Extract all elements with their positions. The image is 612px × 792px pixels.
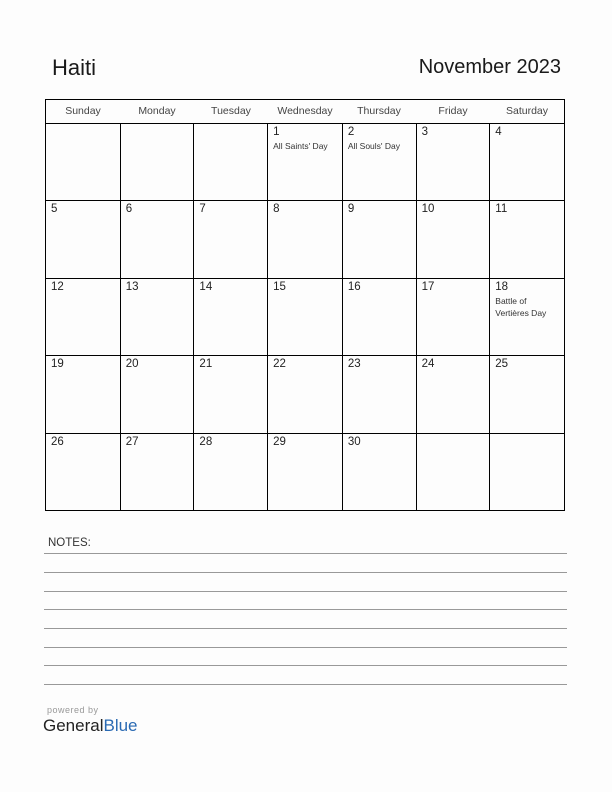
day-number: 8 xyxy=(273,203,280,216)
notes-line xyxy=(44,665,567,666)
day-cell xyxy=(194,356,268,433)
day-number: 18 xyxy=(495,280,509,293)
notes-line xyxy=(44,628,567,629)
day-grid xyxy=(46,124,564,511)
day-number: 28 xyxy=(199,435,213,448)
day-cell xyxy=(343,201,417,278)
day-number: 6 xyxy=(125,203,133,216)
generalblue-logo xyxy=(43,716,138,736)
day-cell xyxy=(121,356,195,433)
calendar-grid xyxy=(45,99,565,511)
day-number: 11 xyxy=(495,203,508,216)
day-number: 24 xyxy=(421,358,435,371)
notes-line xyxy=(44,647,567,648)
day-cell xyxy=(490,356,564,433)
day-cell xyxy=(194,279,268,356)
brand-blue: Blue xyxy=(103,716,138,735)
day-number: 7 xyxy=(199,203,206,216)
notes-line xyxy=(44,553,567,554)
day-number: 20 xyxy=(125,358,139,371)
holiday-label: All Souls' Day xyxy=(347,141,401,151)
day-number: 14 xyxy=(199,280,213,293)
powered-by-text: powered by xyxy=(47,705,99,715)
day-number: 12 xyxy=(51,280,64,293)
day-cell xyxy=(46,356,121,433)
day-number: 21 xyxy=(199,358,213,371)
day-cell xyxy=(343,434,417,511)
day-cell xyxy=(121,279,195,356)
day-number: 30 xyxy=(347,435,361,448)
day-cell xyxy=(121,434,195,511)
holiday-label: Battle of Vertières Day xyxy=(495,295,547,318)
day-cell xyxy=(417,356,491,433)
day-number: 27 xyxy=(125,435,139,448)
day-number: 17 xyxy=(421,280,435,293)
day-cell xyxy=(194,434,268,511)
month-year-title: November 2023 xyxy=(418,56,561,78)
day-number: 16 xyxy=(347,280,361,293)
day-cell xyxy=(268,356,343,433)
day-cell xyxy=(268,124,343,201)
day-cell xyxy=(194,201,268,278)
day-cell xyxy=(268,434,343,511)
day-number: 26 xyxy=(51,435,64,448)
weekday-monday: Monday xyxy=(138,105,176,117)
day-cell xyxy=(121,201,195,278)
day-cell xyxy=(268,201,343,278)
day-number: 3 xyxy=(421,126,428,138)
day-cell xyxy=(490,124,564,201)
day-cell xyxy=(417,124,491,201)
country-title: Haiti xyxy=(52,55,97,80)
day-number: 9 xyxy=(347,203,355,216)
day-number: 29 xyxy=(273,435,286,448)
day-number: 13 xyxy=(125,280,139,293)
day-cell xyxy=(343,124,417,201)
day-cell xyxy=(417,279,491,356)
brand-general: General xyxy=(43,716,104,735)
day-cell xyxy=(268,279,343,356)
day-cell xyxy=(490,434,564,511)
day-number: 2 xyxy=(347,126,355,138)
day-number: 1 xyxy=(273,126,280,138)
day-number: 22 xyxy=(273,358,286,371)
day-cell xyxy=(121,124,195,201)
notes-line xyxy=(44,572,567,573)
day-number: 5 xyxy=(51,203,58,216)
day-number: 15 xyxy=(273,280,286,293)
day-cell xyxy=(417,434,491,511)
day-cell xyxy=(46,201,121,278)
notes-line xyxy=(44,591,567,592)
weekday-saturday: Saturday xyxy=(505,105,549,117)
day-cell xyxy=(490,279,564,356)
day-number: 4 xyxy=(495,126,502,138)
weekday-thursday: Thursday xyxy=(357,105,401,117)
day-cell xyxy=(46,434,121,511)
weekday-tuesday: Tuesday xyxy=(211,105,251,117)
day-cell xyxy=(490,201,564,278)
weekday-header-row xyxy=(46,100,564,124)
day-number: 23 xyxy=(347,358,361,371)
day-cell xyxy=(417,201,491,278)
holiday-label: All Saints' Day xyxy=(273,141,328,151)
day-cell xyxy=(194,124,268,201)
day-number: 19 xyxy=(51,358,64,371)
weekday-friday: Friday xyxy=(438,105,468,117)
day-number: 25 xyxy=(495,358,509,371)
weekday-wednesday: Wednesday xyxy=(277,105,333,117)
notes-label: NOTES: xyxy=(48,537,91,549)
day-cell xyxy=(343,279,417,356)
day-cell xyxy=(46,124,121,201)
weekday-sunday: Sunday xyxy=(65,105,101,117)
day-number: 10 xyxy=(421,203,435,216)
day-cell xyxy=(343,356,417,433)
notes-line xyxy=(44,684,567,685)
day-cell xyxy=(46,279,121,356)
notes-line xyxy=(44,609,567,610)
